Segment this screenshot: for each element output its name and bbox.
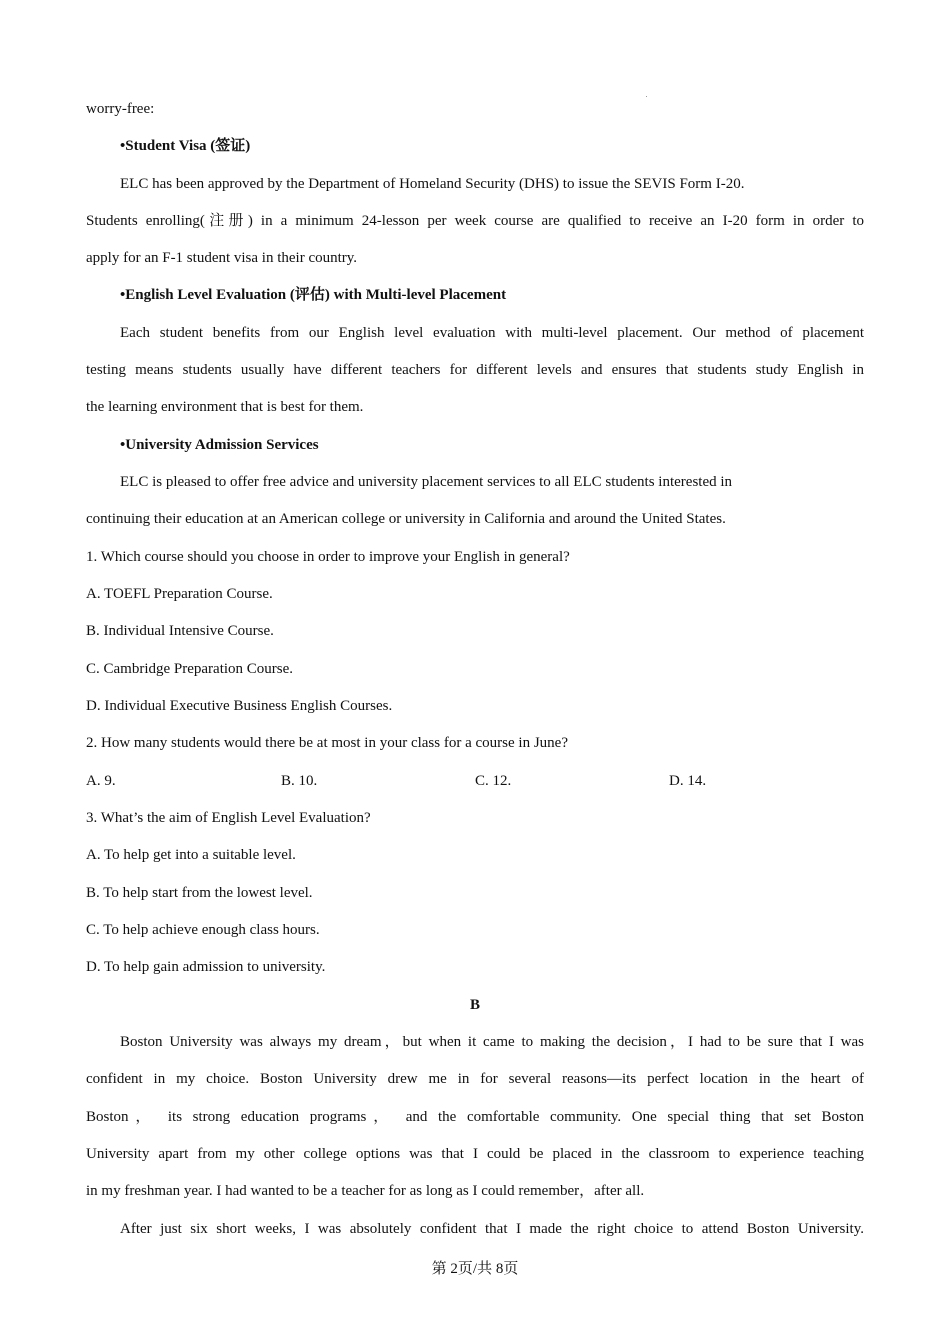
question-3-option-b: B. To help start from the lowest level. [86, 885, 313, 901]
question-2-option-b: B. 10. [281, 773, 318, 789]
question-3-option-a: A. To help get into a suitable level. [86, 847, 296, 863]
question-1-stem: 1. Which course should you choose in order to improve your English in general? [86, 549, 570, 565]
body-text: confident in my choice. Boston University drew me in for several reasons—its perfect location in the heart of [86, 1071, 864, 1087]
body-text: Each student benefits from our English level evaluation with multi-level placement. Our method of placement [120, 325, 864, 341]
body-text: continuing their education at an American college or university in California and around the United States. [86, 511, 726, 527]
question-3-option-d: D. To help gain admission to university. [86, 959, 326, 975]
body-text: Students enrolling(注册) in a minimum 24-lesson per week course are qualified to receive an I-20 form in order to [86, 213, 864, 229]
question-1-option-d: D. Individual Executive Business English Courses. [86, 698, 393, 714]
body-text: University apart from my other college options was that I could be placed in the classroom to experience teaching [86, 1146, 864, 1162]
question-2-stem: 2. How many students would there be at most in your class for a course in June? [86, 735, 568, 751]
section-heading-university-admission: •University Admission Services [120, 437, 319, 453]
question-2-option-a: A. 9. [86, 773, 116, 789]
body-text: worry-free: [86, 101, 155, 117]
page-footer: 第 2页/共 8页 [431, 1261, 519, 1277]
stray-mark [646, 96, 647, 97]
body-text: ELC has been approved by the Department of Homeland Security (DHS) to issue the SEVIS Form I-20. [120, 176, 745, 192]
body-text: testing means students usually have different teachers for different levels and ensures that students study English in [86, 362, 864, 378]
body-text: apply for an F-1 student visa in their country. [86, 250, 358, 266]
body-text: in my freshman year. I had wanted to be a teacher for as long as I could remember，after all. [86, 1183, 645, 1199]
question-1-option-a: A. TOEFL Preparation Course. [86, 586, 273, 602]
body-text: ELC is pleased to offer free advice and university placement services to all ELC students interested in [120, 474, 733, 490]
body-text: the learning environment that is best for them. [86, 399, 364, 415]
section-b-heading: B [469, 997, 480, 1013]
body-text: After just six short weeks, I was absolutely confident that I made the right choice to attend Boston University. [120, 1221, 864, 1237]
question-2-option-c: C. 12. [475, 773, 512, 789]
question-3-stem: 3. What’s the aim of English Level Evaluation? [86, 810, 371, 826]
section-heading-student-visa: •Student Visa (签证) [120, 138, 251, 154]
question-2-option-d: D. 14. [669, 773, 707, 789]
question-1-option-b: B. Individual Intensive Course. [86, 623, 274, 639]
question-3-option-c: C. To help achieve enough class hours. [86, 922, 320, 938]
body-text: Boston University was always my dream，but when it came to making the decision，I had to be sure that I was [120, 1034, 864, 1050]
question-1-option-c: C. Cambridge Preparation Course. [86, 661, 294, 677]
section-heading-english-level: •English Level Evaluation (评估) with Multi-level Placement [120, 287, 507, 303]
body-text: Boston， its strong education programs， and the comfortable community. One special thing that set Boston [86, 1109, 864, 1125]
